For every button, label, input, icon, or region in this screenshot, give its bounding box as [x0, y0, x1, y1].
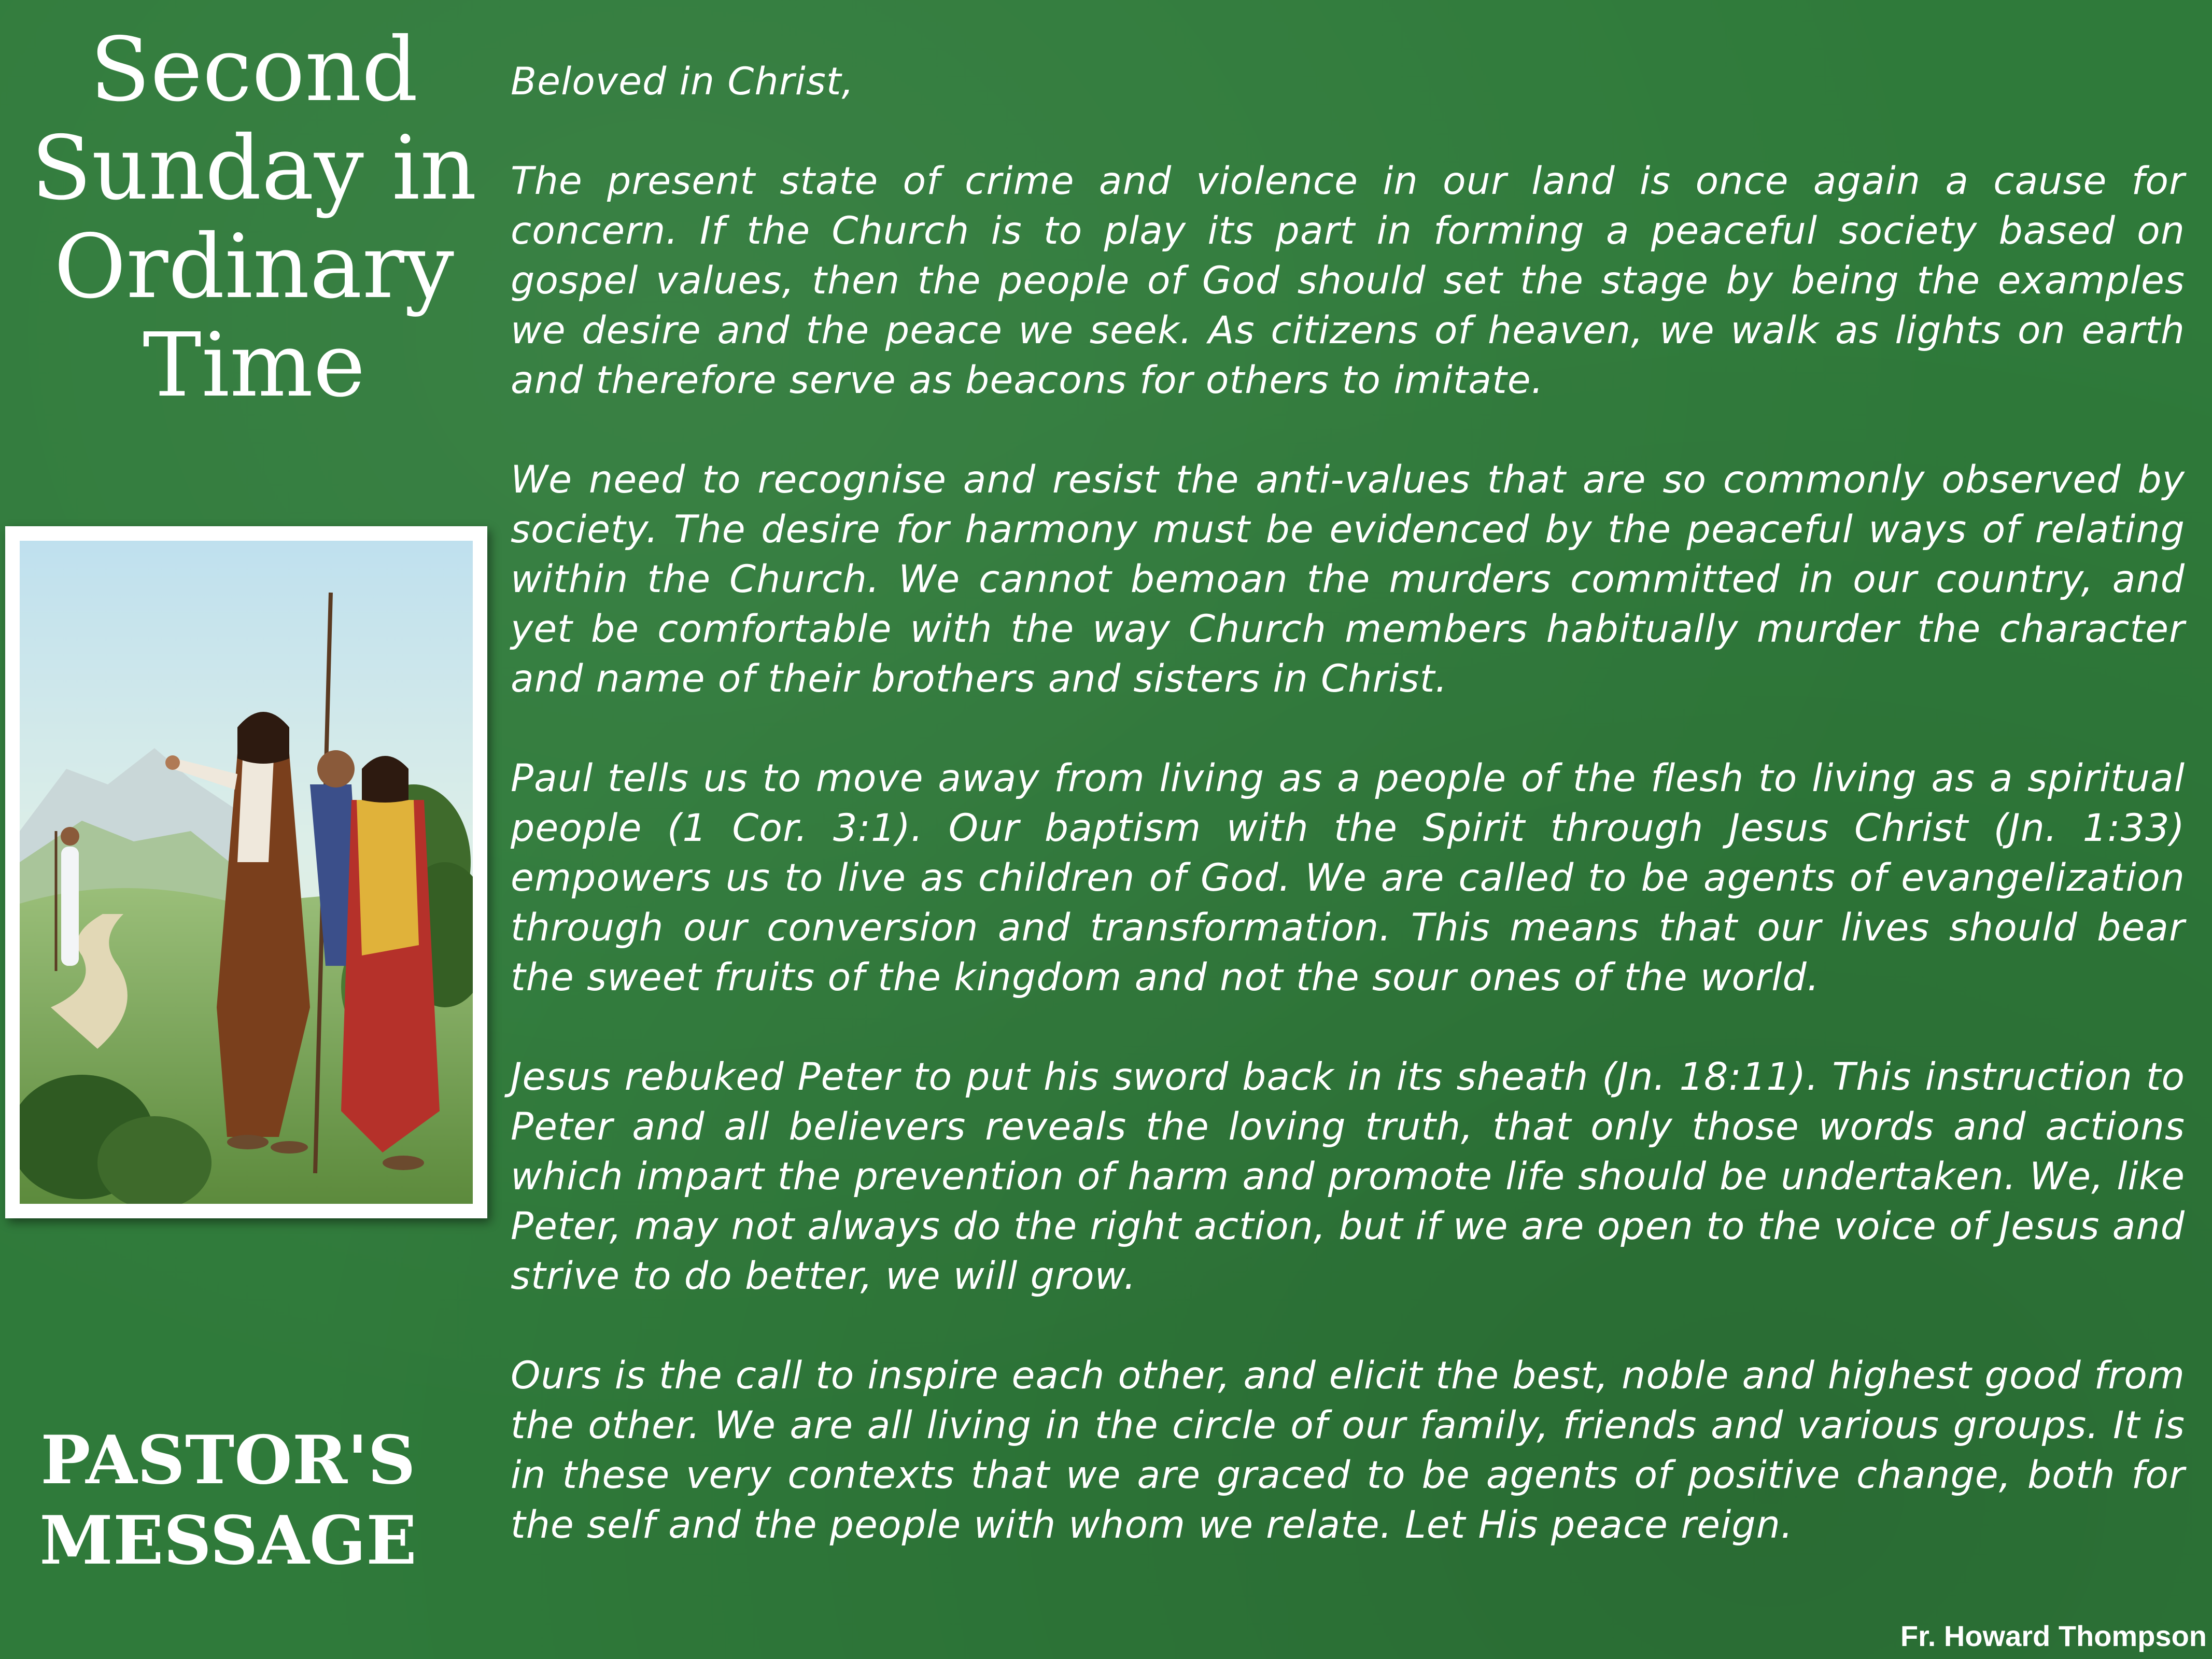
- title-line-1: Second: [90, 19, 418, 121]
- letter-salutation: Beloved in Christ,: [511, 60, 854, 104]
- religious-painting: [5, 526, 487, 1218]
- title-line-4: Time: [143, 314, 365, 417]
- section-label: [21, 1421, 435, 1581]
- page-title: [31, 21, 477, 415]
- painting-jesus-disciples-icon: [20, 541, 473, 1204]
- title-line-2: Sunday in: [31, 117, 477, 220]
- letter-paragraph: Paul tells us to move away from living as a people of the flesh to living as a spiritual people (1 Cor. 3:1). Our baptism with the Spirit through Jesus Christ (Jn. 1:33) empowers us to live as children of God. We are called to be agents of evangelization through our conversion and transformation. This means that our lives should bear the sweet fruits of the kingdom and not the sour ones of the world.: [511, 756, 2185, 1000]
- author-signature: Fr. Howard Thompson: [1900, 1620, 2207, 1652]
- title-line-3: Ordinary: [54, 216, 454, 318]
- letter-paragraph: We need to recognise and resist the anti-values that are so commonly observed by society. The desire for harmony must be evidenced by the peaceful ways of relating within the Church. We cannot bemoan the murders committed in our country, and yet be comfortable with the way Church members habitually murder the character and name of their brothers and sisters in Christ.: [511, 458, 2185, 701]
- letter-paragraph: Jesus rebuked Peter to put his sword back in its sheath (Jn. 18:11). This instruction to Peter and all believers reveals the loving truth, that only those words and actions which impart the prevention of harm and promote life should be undertaken. We, like Peter, may not always do the right action, but if we are open to the voice of Jesus and strive to do better, we will grow.: [511, 1055, 2185, 1298]
- section-label-line-1: PASTOR'S: [40, 1422, 416, 1499]
- pastor-letter: [511, 57, 2185, 1600]
- section-label-line-2: MESSAGE: [39, 1502, 417, 1580]
- letter-paragraph: Ours is the call to inspire each other, and elicit the best, noble and highest good from the other. We are all living in the circle of our family, friends and various groups. It is in these very contexts that we are graced to be agents of positive change, both for the self and the people with whom we relate. Let His peace reign.: [511, 1354, 2185, 1547]
- letter-paragraph: The present state of crime and violence in our land is once again a cause for concern. If the Church is to play its part in forming a peaceful society based on gospel values, then the people of God should set the stage by being the examples we desire and the peace we seek. As citizens of heaven, we walk as lights on earth and therefore serve as beacons for others to imitate.: [511, 159, 2185, 402]
